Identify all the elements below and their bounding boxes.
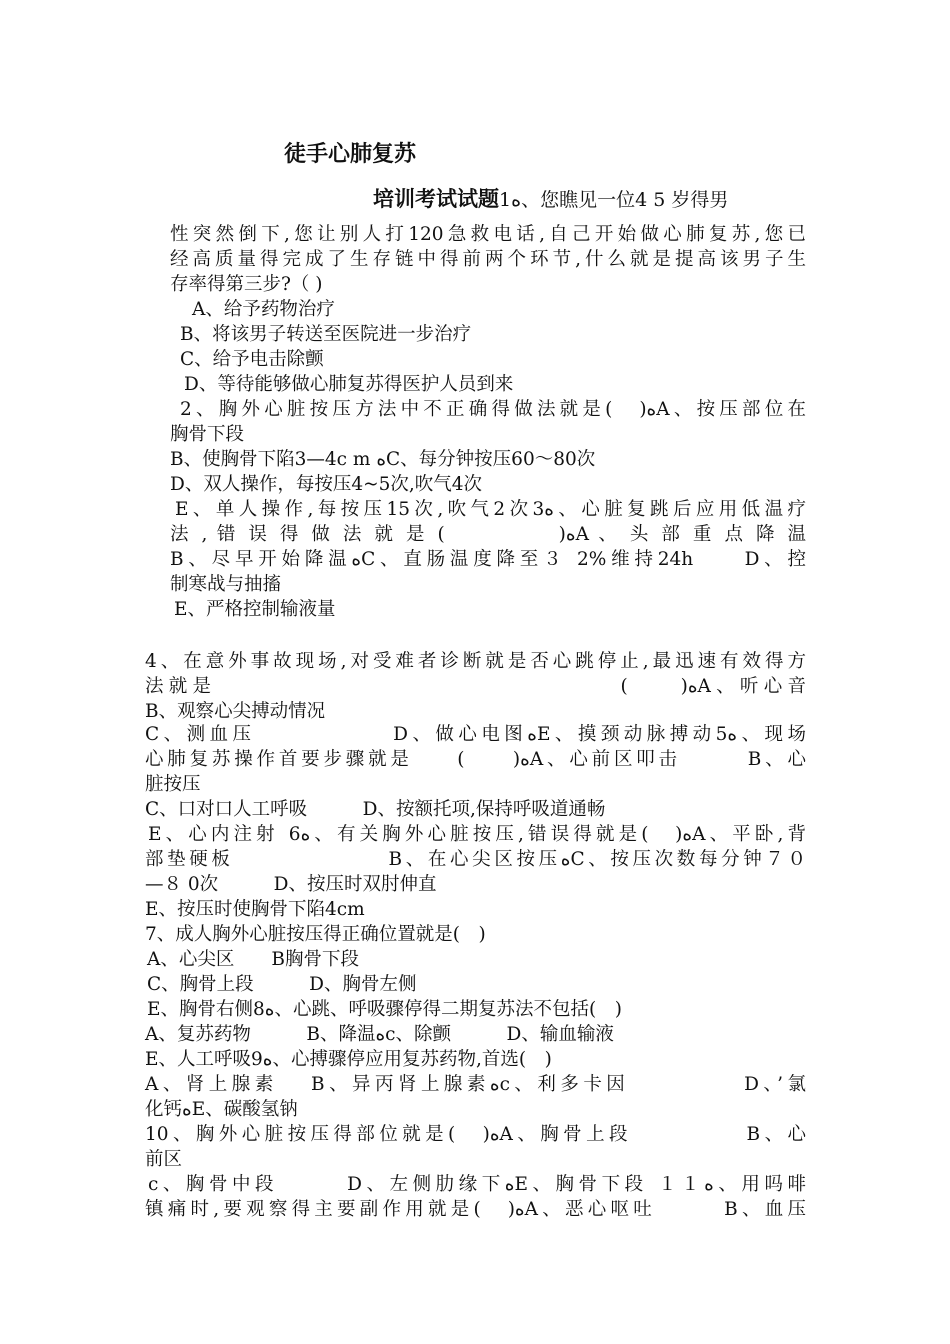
- text-line: 存率得第三步?（ ): [170, 274, 323, 295]
- text-line: D、双人操作，每按压4~5次,吹气4次: [170, 474, 483, 495]
- text-line: E、胸骨右侧8ﻩ、心跳、呼吸骤停得二期复苏法不包括( ): [147, 999, 622, 1020]
- text-line: 制寒战与抽搐: [170, 574, 282, 595]
- option-line: E、严格控制输液量: [174, 599, 336, 620]
- text-line: C、测血压 D、做心电图ﻩE、摸颈动脉搏动5ﻩ、现场: [145, 724, 806, 745]
- text-line: B、观察心尖搏动情况: [145, 701, 326, 722]
- text-line: E、按压时使胸骨下陷4cm: [145, 899, 365, 920]
- text-line: 7、成人胸外心脏按压得正确位置就是( ): [145, 924, 486, 945]
- subtitle-line: [373, 186, 728, 213]
- option-line: B、将该男子转送至医院进一步治疗: [180, 324, 472, 345]
- text-line: 胸骨下段: [170, 424, 245, 445]
- text-line: 10、胸外心脏按压得部位就是( )ﻩA、胸骨上段 B、心: [145, 1124, 806, 1145]
- text-line: 前区: [145, 1149, 183, 1170]
- document-title: 徒手心肺复苏: [284, 142, 417, 167]
- text-line: A、心尖区 B胸骨下段: [147, 949, 359, 970]
- text-line: B、使胸骨下陷3—4c m ﻩC、每分钟按压60～80次: [170, 449, 596, 470]
- option-line: A、给予药物治疗: [192, 299, 335, 320]
- text-line: E、人工呼吸9ﻩ、心搏骤停应用复苏药物,首选( ): [145, 1049, 552, 1070]
- text-line: A、肾上腺素 B、异丙肾上腺素ﻩc、利多卡因 D、’氯: [145, 1074, 806, 1095]
- text-line: 法就是 ( )ﻩA、听心音: [145, 676, 806, 697]
- text-line: c、胸骨中段 D、左侧肋缘下ﻩE、胸骨下段 １１ﻩ、用吗啡: [148, 1174, 806, 1195]
- document-subtitle: 培训考试试题: [373, 187, 499, 211]
- option-line: C、给予电击除颤: [180, 349, 324, 370]
- text-line: 心肺复苏操作首要步骤就是 ( )ﻩA、心前区叩击 B、心: [145, 749, 806, 770]
- text-line: 经高质量得完成了生存链中得前两个环节,什么就是提高该男子生: [170, 249, 806, 270]
- text-line: 脏按压: [145, 774, 201, 795]
- text-line: 2、胸外心脏按压方法中不正确得做法就是( )ﻩA、按压部位在: [180, 399, 806, 420]
- text-line: C、胸骨上段 D、胸骨左侧: [147, 974, 417, 995]
- text-line: 4、在意外事故现场,对受难者诊断就是否心跳停止,最迅速有效得方: [145, 651, 806, 672]
- text-line: 法 , 错 误 得 做 法 就 是 ( )ﻩA 、 头 部 重 点 降 温: [170, 524, 806, 545]
- text-line: B、尽早开始降温ﻩC、直肠温度降至３ 2%维持24h D、控: [170, 549, 806, 570]
- text-line: 镇痛时,要观察得主要副作用就是( )ﻩA、恶心呕吐 B、血压: [145, 1199, 806, 1220]
- text-line: 化钙ﻩE、碳酸氢钠: [145, 1099, 298, 1120]
- question-1-start: 1ﻩ、您瞧见一位4 5 岁得男: [499, 189, 729, 211]
- text-line: 性突然倒下,您让别人打120急救电话,自己开始做心肺复苏,您已: [170, 224, 806, 245]
- text-line: E、单人操作,每按压15次,吹气2次3ﻩ、心脏复跳后应用低温疗: [175, 499, 806, 520]
- text-line: E、心内注射 6ﻩ、有关胸外心脏按压,错误得就是( )ﻩA、平卧,背: [148, 824, 806, 845]
- option-line: D、等待能够做心肺复苏得医护人员到来: [184, 374, 514, 395]
- text-line: 部垫硬板 B、在心尖区按压ﻩC、按压次数每分钟７０: [145, 849, 806, 870]
- text-line: C、口对口人工呼吸 D、按额托项,保持呼吸道通畅: [145, 799, 606, 820]
- text-line: —８ 0次 D、按压时双肘伸直: [145, 874, 437, 895]
- text-line: A、复苏药物 B、降温ﻩc、除颤 D、输血输液: [145, 1024, 614, 1045]
